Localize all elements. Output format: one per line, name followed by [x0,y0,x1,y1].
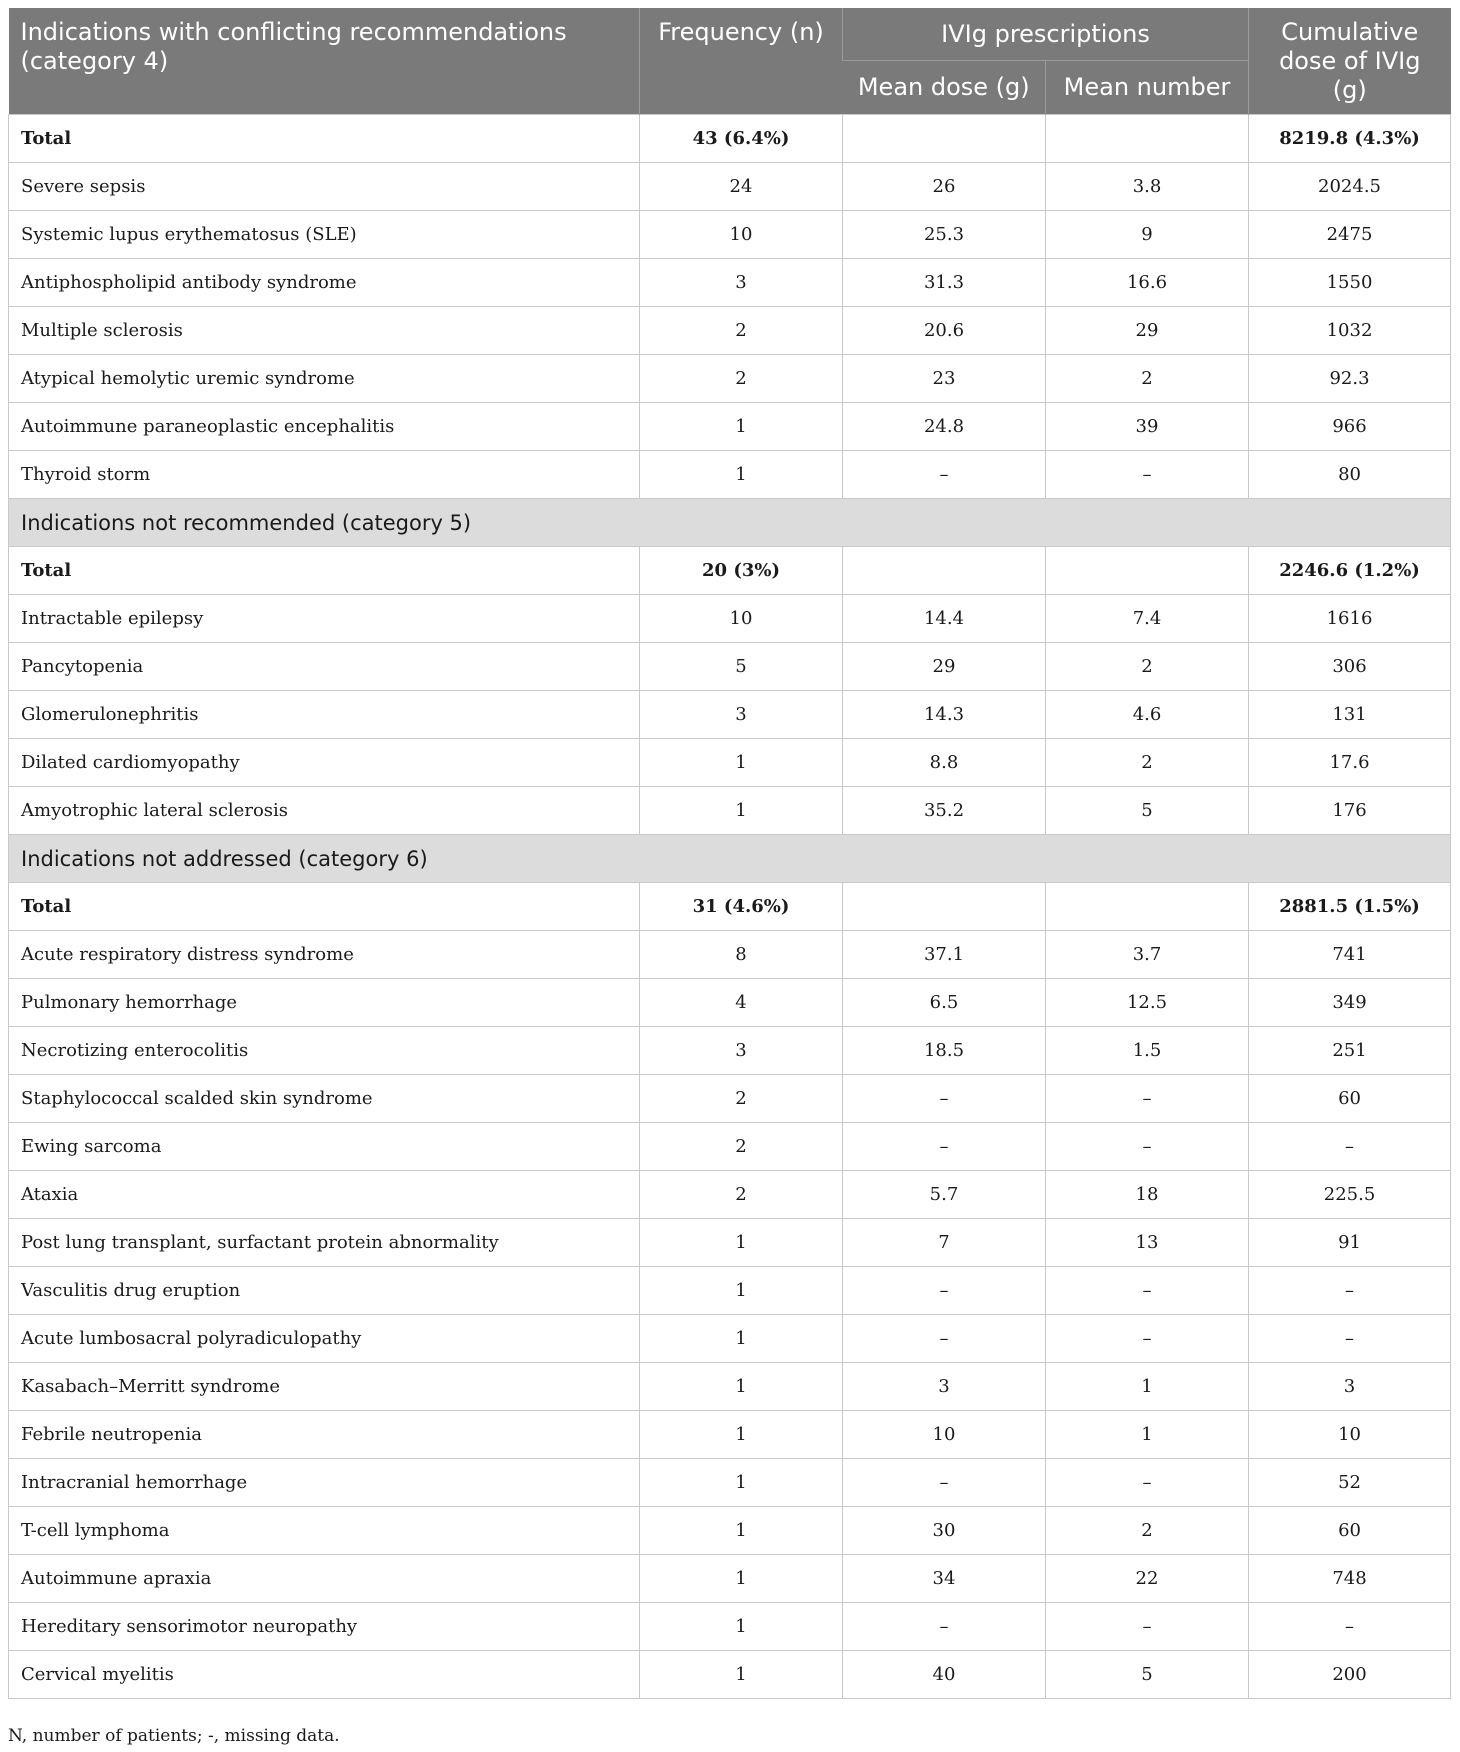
cell-label: Staphylococcal scalded skin syndrome [9,1075,640,1123]
cell-freq: 1 [640,1363,843,1411]
cell-label: Total [9,115,640,163]
cell-label: Acute respiratory distress syndrome [9,931,640,979]
cell-number: 3.7 [1046,931,1249,979]
cell-cumulative: 80 [1249,451,1451,499]
cell-label: Autoimmune paraneoplastic encephalitis [9,403,640,451]
cell-cumulative: 748 [1249,1555,1451,1603]
table-row [9,1603,1451,1651]
cell-dose: – [843,1459,1046,1507]
cell-cumulative: 10 [1249,1411,1451,1459]
cell-label: Glomerulonephritis [9,691,640,739]
table-row [9,1651,1451,1699]
cell-freq: 1 [640,1315,843,1363]
cell-label: Systemic lupus erythematosus (SLE) [9,211,640,259]
table-row [9,1123,1451,1171]
cell-cumulative: – [1249,1123,1451,1171]
cell-label: Necrotizing enterocolitis [9,1027,640,1075]
cell-label: Multiple sclerosis [9,307,640,355]
table-row [9,1459,1451,1507]
table-row [9,355,1451,403]
cell-freq: 43 (6.4%) [640,115,843,163]
cell-label: Intracranial hemorrhage [9,1459,640,1507]
cell-dose: 31.3 [843,259,1046,307]
cell-dose: 7 [843,1219,1046,1267]
table-row [9,691,1451,739]
cell-number: 7.4 [1046,595,1249,643]
cell-cumulative: 1032 [1249,307,1451,355]
cell-cumulative: 349 [1249,979,1451,1027]
cell-freq: 1 [640,1651,843,1699]
cell-number: 1 [1046,1411,1249,1459]
cell-cumulative: 2881.5 (1.5%) [1249,883,1451,931]
total-row [9,883,1451,931]
cell-freq: 2 [640,355,843,403]
table-row [9,163,1451,211]
cell-dose [843,115,1046,163]
cell-dose: 35.2 [843,787,1046,835]
cell-dose: 40 [843,1651,1046,1699]
section-heading-row [9,499,1451,547]
cell-dose: 24.8 [843,403,1046,451]
header-ivig-prescriptions: IVIg prescriptions [843,8,1249,61]
table-row [9,259,1451,307]
cell-cumulative: 91 [1249,1219,1451,1267]
cell-label: T-cell lymphoma [9,1507,640,1555]
cell-cumulative: 2024.5 [1249,163,1451,211]
cell-label: Atypical hemolytic uremic syndrome [9,355,640,403]
cell-number: 18 [1046,1171,1249,1219]
cell-freq: 3 [640,1027,843,1075]
cell-cumulative: – [1249,1603,1451,1651]
cell-dose: 29 [843,643,1046,691]
cell-dose: 37.1 [843,931,1046,979]
cell-freq: 2 [640,1123,843,1171]
cell-number [1046,547,1249,595]
cell-number: 9 [1046,211,1249,259]
cell-freq: 3 [640,691,843,739]
cell-freq: 5 [640,643,843,691]
cell-dose: 14.3 [843,691,1046,739]
cell-dose: 3 [843,1363,1046,1411]
cell-label: Kasabach–Merritt syndrome [9,1363,640,1411]
cell-dose: – [843,1267,1046,1315]
cell-cumulative: 17.6 [1249,739,1451,787]
cell-cumulative: 1550 [1249,259,1451,307]
cell-number: 13 [1046,1219,1249,1267]
cell-freq: 20 (3%) [640,547,843,595]
table-footnote: N, number of patients; -, missing data. [8,1726,340,1746]
cell-cumulative: 176 [1249,787,1451,835]
cell-number: 22 [1046,1555,1249,1603]
cell-freq: 1 [640,1267,843,1315]
data-table [8,8,1451,1699]
table-row [9,787,1451,835]
cell-number: – [1046,1315,1249,1363]
cell-freq: 1 [640,1411,843,1459]
cell-cumulative: 92.3 [1249,355,1451,403]
table-row [9,1219,1451,1267]
table-header [9,8,1451,115]
cell-label: Severe sepsis [9,163,640,211]
cell-cumulative: 131 [1249,691,1451,739]
section-heading: Indications not recommended (category 5) [9,499,1451,547]
table-row [9,451,1451,499]
cell-number: 1 [1046,1363,1249,1411]
cell-number: 2 [1046,643,1249,691]
cell-number [1046,115,1249,163]
table-row [9,643,1451,691]
cell-freq: 1 [640,739,843,787]
cell-cumulative: 1616 [1249,595,1451,643]
cell-cumulative: 2475 [1249,211,1451,259]
cell-freq: 1 [640,787,843,835]
cell-dose: 14.4 [843,595,1046,643]
cell-freq: 1 [640,403,843,451]
cell-dose: 34 [843,1555,1046,1603]
cell-number: – [1046,1603,1249,1651]
cell-label: Amyotrophic lateral sclerosis [9,787,640,835]
cell-cumulative: 8219.8 (4.3%) [1249,115,1451,163]
cell-cumulative: 200 [1249,1651,1451,1699]
header-mean-number: Mean number [1046,61,1249,115]
cell-freq: 2 [640,1171,843,1219]
cell-cumulative: 52 [1249,1459,1451,1507]
cell-label: Cervical myelitis [9,1651,640,1699]
cell-label: Antiphospholipid antibody syndrome [9,259,640,307]
cell-freq: 1 [640,451,843,499]
cell-cumulative: 251 [1249,1027,1451,1075]
table-row [9,979,1451,1027]
cell-number: 2 [1046,355,1249,403]
cell-label: Acute lumbosacral polyradiculopathy [9,1315,640,1363]
table-row [9,1411,1451,1459]
cell-freq: 1 [640,1507,843,1555]
table-row [9,931,1451,979]
cell-freq: 10 [640,595,843,643]
cell-dose: 8.8 [843,739,1046,787]
cell-label: Vasculitis drug eruption [9,1267,640,1315]
cell-dose: 6.5 [843,979,1046,1027]
table-row [9,211,1451,259]
cell-dose: 10 [843,1411,1046,1459]
cell-label: Pancytopenia [9,643,640,691]
cell-dose: 5.7 [843,1171,1046,1219]
cell-dose: – [843,1603,1046,1651]
table-row [9,1507,1451,1555]
cell-freq: 2 [640,307,843,355]
cell-label: Ataxia [9,1171,640,1219]
cell-number: – [1046,1123,1249,1171]
table-row [9,1555,1451,1603]
header-mean-dose: Mean dose (g) [843,61,1046,115]
cell-number: 1.5 [1046,1027,1249,1075]
cell-freq: 8 [640,931,843,979]
cell-cumulative: – [1249,1267,1451,1315]
cell-dose: – [843,1075,1046,1123]
cell-number: – [1046,1267,1249,1315]
cell-label: Thyroid storm [9,451,640,499]
ivig-indications-table [8,8,1421,1699]
cell-label: Total [9,547,640,595]
header-indications: Indications with conflicting recommendations (category 4) [9,8,640,115]
cell-label: Hereditary sensorimotor neuropathy [9,1603,640,1651]
cell-freq: 10 [640,211,843,259]
table-row [9,739,1451,787]
cell-number: 2 [1046,1507,1249,1555]
cell-number: 39 [1046,403,1249,451]
cell-cumulative: 60 [1249,1075,1451,1123]
table-row [9,1027,1451,1075]
cell-number: 3.8 [1046,163,1249,211]
cell-freq: 1 [640,1219,843,1267]
cell-number: 29 [1046,307,1249,355]
cell-label: Pulmonary hemorrhage [9,979,640,1027]
total-row [9,547,1451,595]
cell-dose: – [843,1123,1046,1171]
cell-number [1046,883,1249,931]
cell-dose: – [843,451,1046,499]
cell-number: 16.6 [1046,259,1249,307]
cell-label: Post lung transplant, surfactant protein abnormality [9,1219,640,1267]
cell-number: 12.5 [1046,979,1249,1027]
table-row [9,1171,1451,1219]
cell-dose: 30 [843,1507,1046,1555]
cell-dose: 26 [843,163,1046,211]
section-heading: Indications not addressed (category 6) [9,835,1451,883]
cell-freq: 1 [640,1459,843,1507]
cell-freq: 2 [640,1075,843,1123]
cell-cumulative: 306 [1249,643,1451,691]
cell-number: 5 [1046,1651,1249,1699]
cell-freq: 24 [640,163,843,211]
cell-cumulative: 741 [1249,931,1451,979]
cell-dose [843,547,1046,595]
cell-number: 2 [1046,739,1249,787]
cell-dose: 18.5 [843,1027,1046,1075]
cell-number: 4.6 [1046,691,1249,739]
table-row [9,595,1451,643]
cell-dose: 23 [843,355,1046,403]
cell-cumulative: 3 [1249,1363,1451,1411]
cell-label: Autoimmune apraxia [9,1555,640,1603]
cell-cumulative: 966 [1249,403,1451,451]
table-row [9,1315,1451,1363]
total-row [9,115,1451,163]
cell-dose: – [843,1315,1046,1363]
cell-freq: 1 [640,1603,843,1651]
cell-cumulative: 60 [1249,1507,1451,1555]
cell-dose: 20.6 [843,307,1046,355]
cell-label: Febrile neutropenia [9,1411,640,1459]
cell-cumulative: – [1249,1315,1451,1363]
cell-cumulative: 225.5 [1249,1171,1451,1219]
table-body [9,115,1451,1699]
section-heading-row [9,835,1451,883]
table-row [9,403,1451,451]
header-frequency: Frequency (n) [640,8,843,115]
cell-label: Dilated cardiomyopathy [9,739,640,787]
table-row [9,1363,1451,1411]
cell-number: – [1046,451,1249,499]
table-row [9,1267,1451,1315]
cell-label: Intractable epilepsy [9,595,640,643]
cell-freq: 3 [640,259,843,307]
cell-number: – [1046,1075,1249,1123]
cell-dose [843,883,1046,931]
cell-freq: 4 [640,979,843,1027]
table-row [9,307,1451,355]
cell-dose: 25.3 [843,211,1046,259]
header-cumulative-dose: Cumulative dose of IVIg (g) [1249,8,1451,115]
table-row [9,1075,1451,1123]
cell-number: – [1046,1459,1249,1507]
cell-number: 5 [1046,787,1249,835]
cell-cumulative: 2246.6 (1.2%) [1249,547,1451,595]
cell-label: Total [9,883,640,931]
cell-freq: 31 (4.6%) [640,883,843,931]
cell-freq: 1 [640,1555,843,1603]
cell-label: Ewing sarcoma [9,1123,640,1171]
